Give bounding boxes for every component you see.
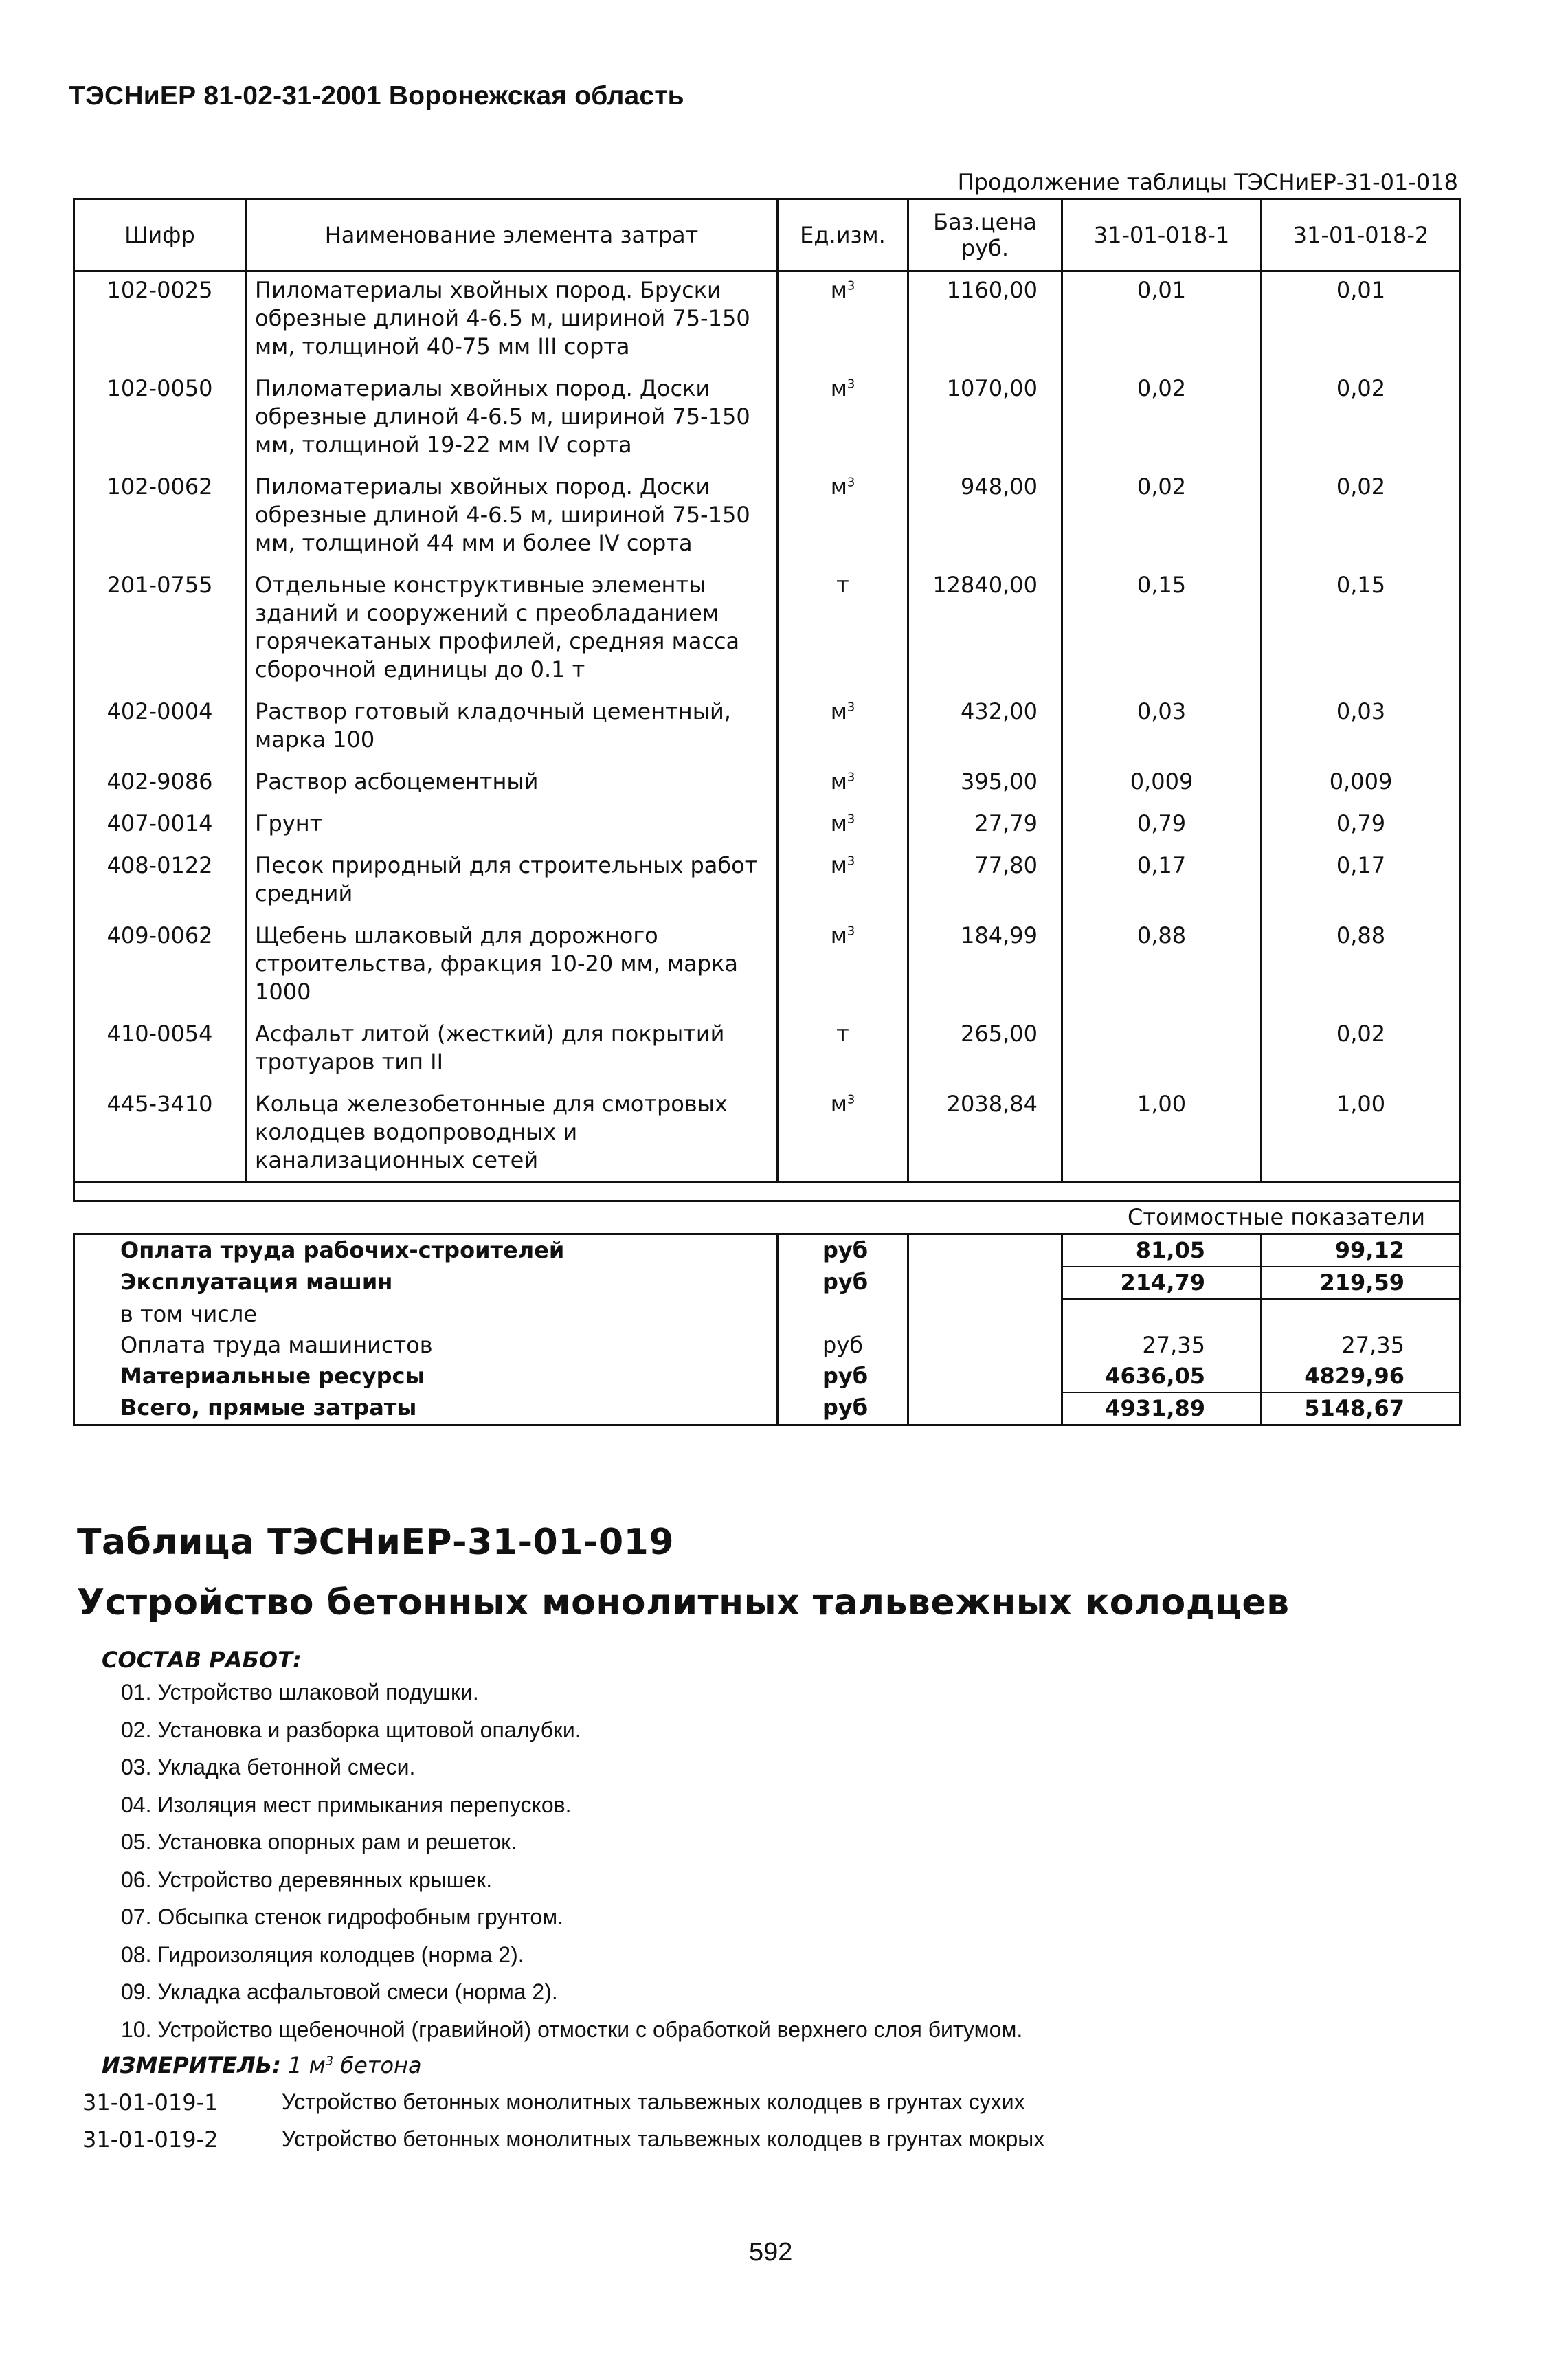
cell-value-2: 0,17 (1262, 847, 1461, 918)
cell-unit (778, 693, 908, 764)
cell-unit-sup: 3 (847, 278, 855, 293)
cost-row (74, 1361, 1461, 1392)
cost-label: Оплата труда рабочих-строителей (74, 1234, 778, 1267)
table-header-row (74, 199, 1461, 271)
cell-unit (778, 847, 908, 918)
cell-unit-sup: 3 (847, 812, 855, 827)
cell-unit-text: м (830, 375, 847, 401)
cell-price: 432,00 (908, 693, 1062, 764)
cell-price: 12840,00 (908, 567, 1062, 693)
cell-unit-sup: 3 (847, 475, 855, 490)
cell-name: Раствор готовый кладочный цементный, марка 100 (246, 693, 778, 764)
norm-code: 31-01-019-2 (82, 2126, 219, 2153)
cost-unit (778, 1299, 908, 1330)
cost-value-2: 219,59 (1262, 1267, 1461, 1299)
table-row (74, 918, 1461, 1016)
cell-value-2: 0,02 (1262, 469, 1461, 567)
work-item: 04. Изоляция мест примыкания перепусков. (121, 1792, 572, 1817)
cell-unit-sup: 3 (847, 924, 855, 939)
cell-unit (778, 1016, 908, 1086)
cell-code: 402-0004 (74, 693, 246, 764)
cost-label: Всего, прямые затраты (74, 1392, 778, 1425)
col-header-price-line1: Баз.цена (933, 209, 1037, 235)
cell-value-2: 0,15 (1262, 567, 1461, 693)
cell-name: Пиломатериалы хвойных пород. Бруски обрезные длиной 4-6.5 м, шириной 75-150 мм, толщиной 40-75 мм III сорта (246, 271, 778, 371)
cell-value-2: 0,88 (1262, 918, 1461, 1016)
cost-label: в том числе (74, 1299, 778, 1330)
cell-unit-sup: 3 (847, 1092, 855, 1107)
measure-tail: бетона (340, 2052, 422, 2078)
table-row (74, 693, 1461, 764)
col-header-price (908, 199, 1062, 271)
cell-unit (778, 567, 908, 693)
cost-value-1: 4931,89 (1062, 1392, 1262, 1425)
col-header-v1: 31-01-018-1 (1062, 199, 1262, 271)
cell-code: 102-0062 (74, 469, 246, 567)
cell-unit-text: м (830, 768, 847, 794)
cost-value-2: 99,12 (1262, 1234, 1461, 1267)
work-item: 03. Укладка бетонной смеси. (121, 1755, 416, 1779)
norm-code-description: Устройство бетонных монолитных тальвежных колодцев в грунтах мокрых (282, 2126, 1045, 2151)
cell-code: 201-0755 (74, 567, 246, 693)
norm-code: 31-01-019-1 (82, 2089, 219, 2115)
table2-title: Таблица ТЭСНиЕР-31-01-019 (77, 1522, 675, 1563)
cost-empty (908, 1330, 1062, 1361)
cell-unit-text: м (830, 1091, 847, 1117)
cell-price: 184,99 (908, 918, 1062, 1016)
cell-code: 410-0054 (74, 1016, 246, 1086)
cost-unit: руб (778, 1267, 908, 1299)
col-header-name: Наименование элемента затрат (246, 199, 778, 271)
measure-label: ИЗМЕРИТЕЛЬ: (102, 2052, 281, 2078)
work-item: 07. Обсыпка стенок гидрофобным грунтом. (121, 1904, 563, 1929)
col-header-v2: 31-01-018-2 (1262, 199, 1461, 271)
resources-table (73, 198, 1461, 1426)
cell-value-2: 0,02 (1262, 1016, 1461, 1086)
work-item: 06. Устройство деревянных крышек. (121, 1867, 493, 1892)
cell-unit (778, 271, 908, 371)
cell-value-1: 0,02 (1062, 370, 1262, 469)
cell-value-1: 0,88 (1062, 918, 1262, 1016)
cell-unit-sup: 3 (847, 770, 855, 785)
cell-value-1: 0,03 (1062, 693, 1262, 764)
cell-code: 402-9086 (74, 764, 246, 805)
cost-empty (908, 1299, 1062, 1330)
work-item: 08. Гидроизоляция колодцев (норма 2). (121, 1942, 524, 1967)
cost-label: Оплата труда машинистов (74, 1330, 778, 1361)
work-item: 02. Установка и разборка щитовой опалубки. (121, 1717, 581, 1742)
cell-unit (778, 918, 908, 1016)
cost-row (74, 1299, 1461, 1330)
cell-value-2: 0,009 (1262, 764, 1461, 805)
page-number: 592 (749, 2238, 793, 2267)
cell-price: 395,00 (908, 764, 1062, 805)
works-list (121, 1680, 1022, 2054)
cell-code: 409-0062 (74, 918, 246, 1016)
cell-value-1: 1,00 (1062, 1086, 1262, 1183)
measure-sup: 3 (325, 2054, 334, 2069)
cell-unit-text: м (830, 698, 847, 724)
cost-value-2: 4829,96 (1262, 1361, 1461, 1392)
table2-subtitle: Устройство бетонных монолитных тальвежных колодцев (77, 1582, 1290, 1623)
cell-code: 445-3410 (74, 1086, 246, 1183)
spacer-cell (74, 1183, 1461, 1201)
cost-value-2 (1262, 1299, 1461, 1330)
cost-label: Эксплуатация машин (74, 1267, 778, 1299)
cell-unit-text: м (830, 852, 847, 878)
cost-empty (908, 1361, 1062, 1392)
cell-name: Асфальт литой (жесткий) для покрытий тротуаров тип II (246, 1016, 778, 1086)
table-row (74, 271, 1461, 371)
cell-unit (778, 469, 908, 567)
cell-price: 27,79 (908, 805, 1062, 847)
spacer-row (74, 1183, 1461, 1201)
cost-value-1 (1062, 1299, 1262, 1330)
cell-value-1: 0,15 (1062, 567, 1262, 693)
cell-unit-text: м (830, 810, 847, 836)
cell-code: 407-0014 (74, 805, 246, 847)
cost-empty (908, 1392, 1062, 1425)
measure-value: 1 м (288, 2052, 326, 2078)
cell-code: 408-0122 (74, 847, 246, 918)
measure-unit (102, 2052, 422, 2078)
cell-unit (778, 764, 908, 805)
cell-unit (778, 805, 908, 847)
cost-value-1: 4636,05 (1062, 1361, 1262, 1392)
works-heading: СОСТАВ РАБОТ: (102, 1647, 302, 1673)
cost-unit: руб (778, 1392, 908, 1425)
cell-unit-sup: 3 (847, 377, 855, 392)
cost-row (74, 1267, 1461, 1299)
cell-value-1: 0,79 (1062, 805, 1262, 847)
cost-header-label: Стоимостные показатели (74, 1201, 1461, 1234)
cell-name: Пиломатериалы хвойных пород. Доски обрезные длиной 4-6.5 м, шириной 75-150 мм, толщиной 19-22 мм IV сорта (246, 370, 778, 469)
table-row (74, 469, 1461, 567)
cell-unit-text: т (836, 1021, 849, 1047)
cell-value-1: 0,17 (1062, 847, 1262, 918)
cost-row (74, 1392, 1461, 1425)
cost-header-row (74, 1201, 1461, 1234)
cost-empty (908, 1234, 1062, 1267)
cost-value-2: 27,35 (1262, 1330, 1461, 1361)
cell-price: 265,00 (908, 1016, 1062, 1086)
cell-value-2: 0,03 (1262, 693, 1461, 764)
cost-row (74, 1234, 1461, 1267)
norm-code-description: Устройство бетонных монолитных тальвежных колодцев в грунтах сухих (282, 2089, 1025, 2114)
cost-value-1: 27,35 (1062, 1330, 1262, 1361)
table-row (74, 805, 1461, 847)
cell-value-2: 0,01 (1262, 271, 1461, 371)
document-header-title: ТЭСНиЕР 81-02-31-2001 Воронежская область (69, 81, 684, 111)
table-row (74, 1016, 1461, 1086)
cell-name: Отдельные конструктивные элементы зданий и сооружений с преобладанием горячекатаных профилей, средняя масса сборочной единицы до 0.1 т (246, 567, 778, 693)
cost-unit: руб (778, 1361, 908, 1392)
cost-value-1: 81,05 (1062, 1234, 1262, 1267)
cell-unit (778, 370, 908, 469)
cell-name: Щебень шлаковый для дорожного строительства, фракция 10-20 мм, марка 1000 (246, 918, 778, 1016)
cell-code: 102-0025 (74, 271, 246, 371)
cell-name: Раствор асбоцементный (246, 764, 778, 805)
cell-price: 1160,00 (908, 271, 1062, 371)
table-row (74, 567, 1461, 693)
cell-value-1: 0,009 (1062, 764, 1262, 805)
work-item: 05. Установка опорных рам и решеток. (121, 1830, 517, 1854)
cell-unit-sup: 3 (847, 700, 855, 715)
cell-name: Песок природный для строительных работ средний (246, 847, 778, 918)
work-item: 01. Устройство шлаковой подушки. (121, 1680, 479, 1704)
resource-rows (74, 271, 1461, 1183)
cell-unit-text: м (830, 277, 847, 303)
cell-unit (778, 1086, 908, 1183)
col-header-price-line2: руб. (961, 235, 1009, 261)
table-continuation-caption: Продолжение таблицы ТЭСНиЕР-31-01-018 (957, 169, 1458, 195)
cell-unit-text: м (830, 922, 847, 948)
cell-value-1: 0,01 (1062, 271, 1262, 371)
cost-empty (908, 1267, 1062, 1299)
cell-unit-sup: 3 (847, 854, 855, 869)
cell-unit-text: м (830, 474, 847, 500)
cost-unit: руб (778, 1330, 908, 1361)
cost-value-2: 5148,67 (1262, 1392, 1461, 1425)
cell-price: 948,00 (908, 469, 1062, 567)
cell-price: 2038,84 (908, 1086, 1062, 1183)
cell-value-2: 1,00 (1262, 1086, 1461, 1183)
cell-value-2: 0,79 (1262, 805, 1461, 847)
cell-price: 1070,00 (908, 370, 1062, 469)
cell-name: Кольца железобетонные для смотровых колодцев водопроводных и канализационных сетей (246, 1086, 778, 1183)
cell-name: Пиломатериалы хвойных пород. Доски обрезные длиной 4-6.5 м, шириной 75-150 мм, толщиной 44 мм и более IV сорта (246, 469, 778, 567)
table-row (74, 764, 1461, 805)
cell-price: 77,80 (908, 847, 1062, 918)
cell-value-1: 0,02 (1062, 469, 1262, 567)
table-row (74, 847, 1461, 918)
work-item: 10. Устройство щебеночной (гравийной) отмостки с обработкой верхнего слоя битумом. (121, 2016, 1023, 2042)
cell-unit-text: т (836, 572, 849, 598)
cost-label: Материальные ресурсы (74, 1361, 778, 1392)
cell-code: 102-0050 (74, 370, 246, 469)
work-item: 09. Укладка асфальтовой смеси (норма 2). (121, 1979, 558, 2004)
cell-value-1 (1062, 1016, 1262, 1086)
cell-name: Грунт (246, 805, 778, 847)
cost-value-1: 214,79 (1062, 1267, 1262, 1299)
cell-value-2: 0,02 (1262, 370, 1461, 469)
cost-rows (74, 1183, 1461, 1425)
col-header-code: Шифр (74, 199, 246, 271)
cost-unit: руб (778, 1234, 908, 1267)
table-row (74, 1086, 1461, 1183)
col-header-unit: Ед.изм. (778, 199, 908, 271)
table-row (74, 370, 1461, 469)
cost-row (74, 1330, 1461, 1361)
